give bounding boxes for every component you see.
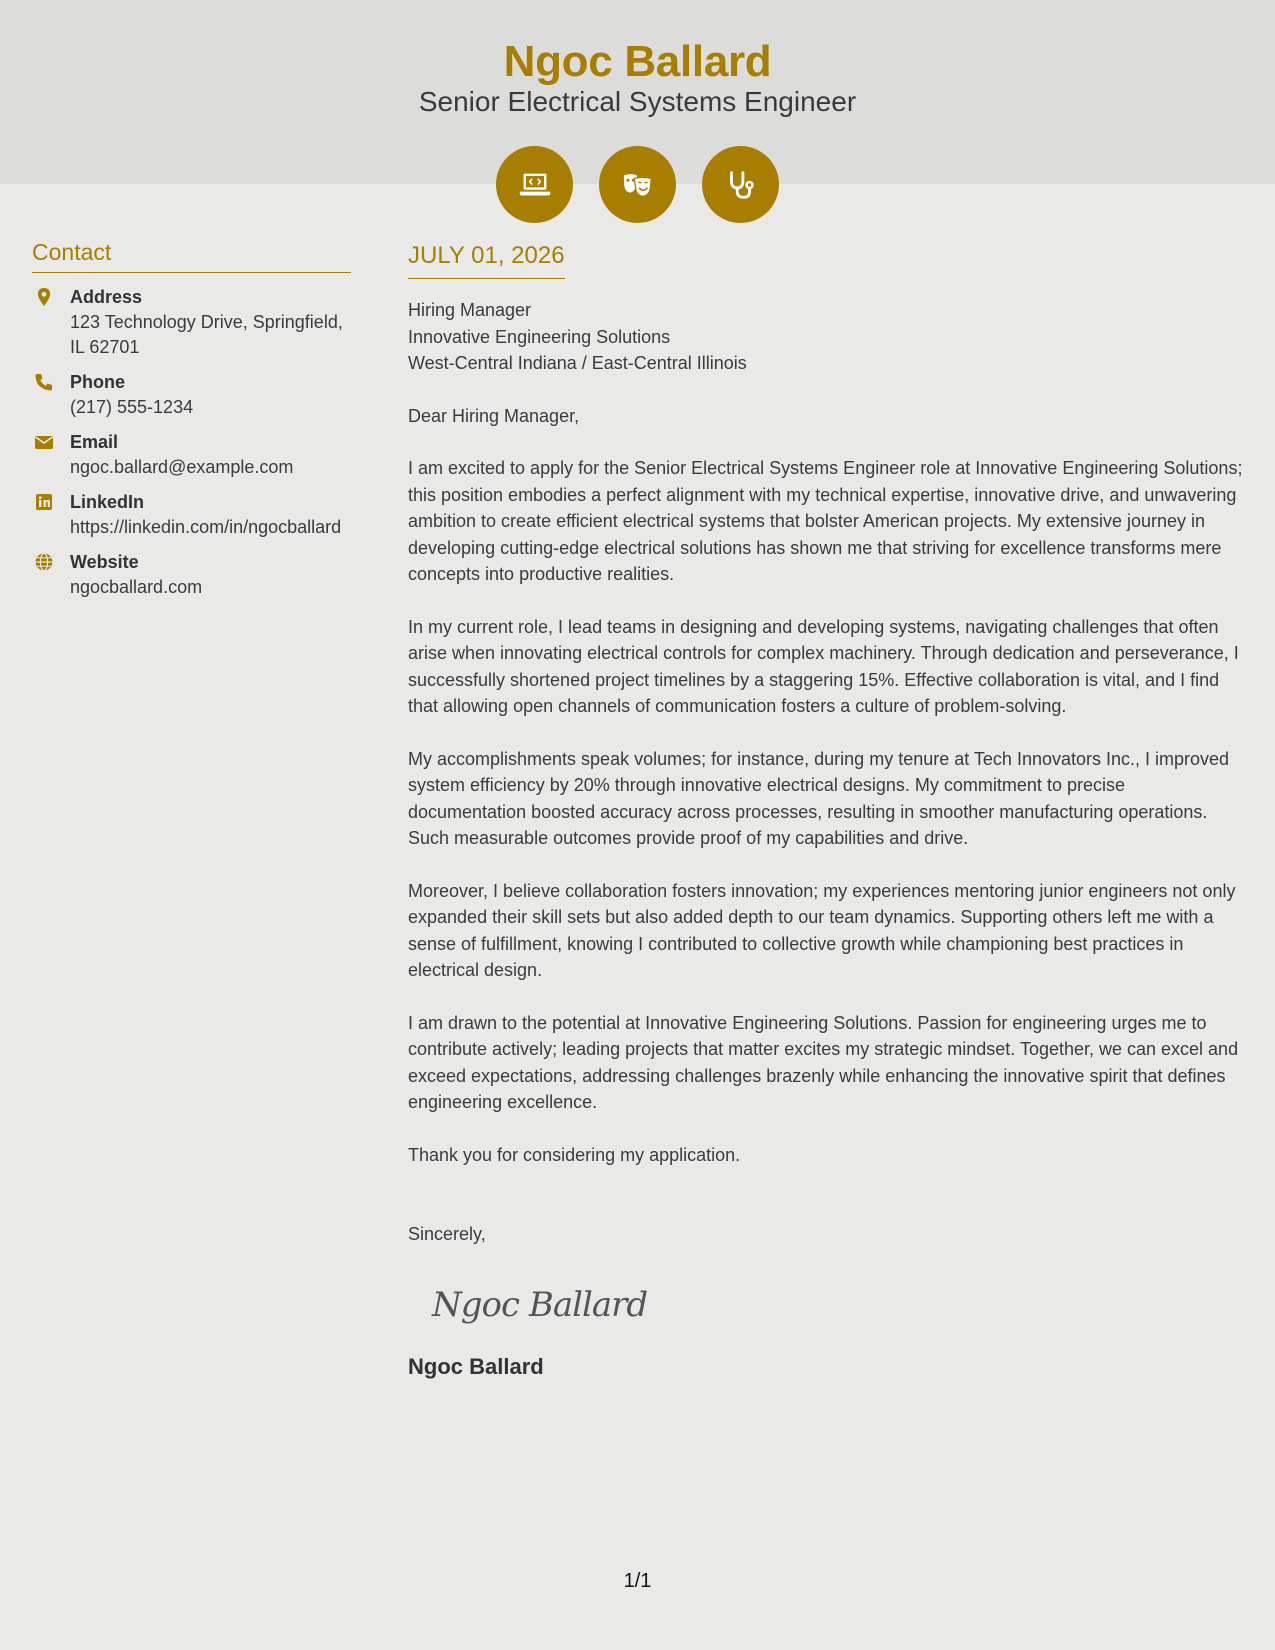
signature-text: Ngoc Ballard bbox=[432, 1284, 648, 1325]
phone-value: (217) 555-1234 bbox=[70, 397, 194, 417]
letter-paragraph: In my current role, I lead teams in designing and developing systems, navigating challenges that often arise when innovating electrical controls for complex machinery. Through dedication and perseverance, I successfully shortened project timelines by a staggering 15%. Effective collaboration is vital, and I find that allowing open channels of communication fosters a culture of problem-solving. bbox=[408, 616, 1239, 716]
letter-body bbox=[408, 236, 1248, 1382]
signature-image bbox=[428, 1278, 1248, 1330]
contact-website bbox=[32, 550, 351, 600]
closing: Sincerely, bbox=[408, 1224, 486, 1244]
address-value: 123 Technology Drive, Springfield, IL 62701 bbox=[70, 312, 343, 357]
letter-paragraph: I am drawn to the potential at Innovative Engineering Solutions. Passion for engineering urges me to contribute actively; leading projects that matter excites my strategic mindset. Together, we can excel and exceed expectations, addressing challenges brazenly while enhancing the innovative spirit that defines engineering excellence. bbox=[408, 1012, 1239, 1112]
recipient-company: Innovative Engineering Solutions bbox=[408, 326, 671, 347]
recipient-block bbox=[408, 297, 1248, 377]
contact-address bbox=[32, 285, 351, 360]
theater-masks-icon bbox=[599, 146, 676, 223]
job-title: Senior Electrical Systems Engineer bbox=[418, 86, 857, 117]
contact-list bbox=[32, 285, 351, 600]
laptop-code-icon bbox=[496, 146, 573, 223]
applicant-name: Ngoc Ballard bbox=[503, 37, 772, 86]
letter-paragraph: Thank you for considering my application. bbox=[408, 1144, 741, 1165]
header-icon-row bbox=[0, 146, 1275, 223]
website-value[interactable]: ngocballard.com bbox=[70, 577, 203, 597]
stethoscope-icon bbox=[702, 146, 779, 223]
contact-label: Website bbox=[70, 552, 139, 572]
page-number: 1/1 bbox=[623, 1570, 652, 1592]
salutation: Dear Hiring Manager, bbox=[408, 405, 580, 426]
recipient-name: Hiring Manager bbox=[408, 300, 532, 320]
letter-date: JULY 01, 2026 bbox=[408, 236, 565, 279]
contact-label: Address bbox=[70, 287, 143, 307]
letter-paragraph: I am excited to apply for the Senior Electrical Systems Engineer role at Innovative Engineering Solutions; this position embodies a perfect alignment with my technical expertise, innovative drive, and unwavering ambition to create efficient electrical systems that bolster American projects. My extensive journey in developing cutting-edge electrical solutions has shown me that striving for excellence transforms mere concepts into productive realities. bbox=[408, 458, 1243, 584]
contact-phone bbox=[32, 370, 351, 420]
contact-heading: Contact bbox=[32, 236, 351, 273]
signed-name: Ngoc Ballard bbox=[408, 1353, 544, 1379]
linkedin-value[interactable]: https://linkedin.com/in/ngocballard bbox=[70, 517, 342, 537]
contact-sidebar bbox=[32, 236, 351, 610]
recipient-location: West-Central Indiana / East-Central Illinois bbox=[408, 353, 747, 373]
contact-label: Phone bbox=[70, 372, 126, 392]
contact-linkedin bbox=[32, 490, 351, 540]
letter-paragraph: Moreover, I believe collaboration fosters innovation; my experiences mentoring junior engineers not only expanded their skill sets but also added depth to our team dynamics. Supporting others left me with a sense of fulfillment, knowing I contributed to collective growth while championing best practices in electrical design. bbox=[408, 880, 1236, 980]
contact-email bbox=[32, 430, 351, 480]
phone-icon bbox=[32, 370, 70, 392]
email-value[interactable]: ngoc.ballard@example.com bbox=[70, 457, 294, 477]
envelope-icon bbox=[32, 430, 70, 452]
linkedin-icon bbox=[32, 490, 70, 512]
contact-label: Email bbox=[70, 432, 119, 452]
map-marker-icon bbox=[32, 285, 70, 307]
letter-paragraph: My accomplishments speak volumes; for instance, during my tenure at Tech Innovators Inc., I improved system efficiency by 20% through innovative electrical designs. My commitment to precise documentation boosted accuracy across processes, resulting in smoother manufacturing operations. Such measurable outcomes provide proof of my capabilities and drive. bbox=[408, 748, 1230, 848]
globe-icon bbox=[32, 550, 70, 572]
contact-label: LinkedIn bbox=[70, 492, 145, 512]
